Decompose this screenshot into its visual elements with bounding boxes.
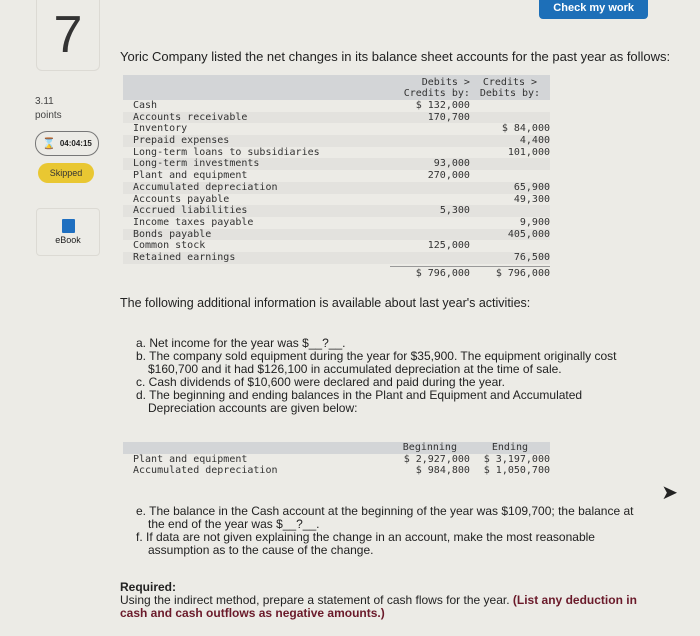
amount <box>390 217 470 229</box>
account-name: Common stock <box>133 240 206 252</box>
hourglass-icon: ⌛ <box>42 138 56 150</box>
account-name: Accounts payable <box>133 193 230 205</box>
table-row <box>123 135 550 147</box>
table-row <box>123 465 550 477</box>
points-label: points <box>35 110 62 121</box>
balance: $ 1,050,700 <box>483 465 550 477</box>
account-name: Accumulated depreciation <box>133 181 278 193</box>
table-row <box>123 112 550 124</box>
table-row <box>123 205 550 217</box>
total-credits: $ 796,000 <box>470 266 550 280</box>
status-badge: Skipped <box>38 163 94 183</box>
account-name: Prepaid expenses <box>133 135 230 147</box>
info-item-f: f. If data are not given explaining the change in an account, make the most reasonable assumption as to the cause of the change. <box>136 530 595 557</box>
amount <box>390 252 470 264</box>
amount: 9,900 <box>519 216 550 228</box>
amount: 93,000 <box>433 158 470 170</box>
required-text: Using the indirect method, prepare a statement of cash flows for the year. <box>120 593 510 607</box>
table-row <box>123 123 550 135</box>
table-row <box>123 100 550 112</box>
amount <box>390 123 470 135</box>
amount: 4,400 <box>519 135 550 147</box>
required-note: (List any deduction in cash and cash outflows as negative amounts.) <box>120 593 637 620</box>
info-item-d: d. The beginning and ending balances in the Plant and Equipment and Accumulated Depreciation accounts are given below: <box>136 388 583 415</box>
ebook-label: eBook <box>55 235 81 245</box>
account-name: Bonds payable <box>133 228 212 240</box>
amount <box>390 229 470 241</box>
plant-balances-table <box>123 442 550 477</box>
amount <box>390 194 470 206</box>
table-row <box>123 158 550 170</box>
amount: 170,700 <box>427 111 470 123</box>
net-changes-table <box>123 75 550 280</box>
balance: $ 2,927,000 <box>403 453 470 465</box>
account-name: Retained earnings <box>133 251 236 263</box>
amount <box>390 147 470 159</box>
table-header <box>123 75 550 100</box>
column-header: Debits > Credits by: <box>403 76 470 100</box>
account-name: Long-term investments <box>133 158 260 170</box>
table-row <box>123 217 550 229</box>
check-my-work-button[interactable]: Check my work <box>539 0 648 19</box>
amount: 49,300 <box>513 193 550 205</box>
additional-info-heading: The following additional information is available about last year's activities: <box>120 296 531 310</box>
amount <box>470 100 550 112</box>
account-name: Plant and equipment <box>133 453 248 465</box>
book-icon <box>62 219 75 233</box>
account-name: Income taxes payable <box>133 216 254 228</box>
info-item-c: c. Cash dividends of $10,600 were declared and paid during the year. <box>136 375 505 389</box>
amount: $ 132,000 <box>415 100 470 111</box>
account-name: Accumulated depreciation <box>133 465 278 477</box>
amount <box>470 170 550 182</box>
column-header <box>123 442 390 454</box>
column-header: Ending <box>491 442 529 453</box>
amount: 65,900 <box>513 181 550 193</box>
amount <box>470 205 550 217</box>
total-debits: $ 796,000 <box>390 266 470 280</box>
amount <box>470 240 550 252</box>
question-number: 7 <box>36 0 100 71</box>
info-item-b: b. The company sold equipment during the year for $35,900. The equipment originally cost $160,700 and it had $126,100 in accumulated depreciation at the time of sale. <box>136 349 617 376</box>
account-name: Accrued liabilities <box>133 205 248 217</box>
table-row <box>123 252 550 264</box>
required-label: Required: <box>120 580 177 594</box>
table-row <box>123 194 550 206</box>
column-header: Credits > Debits by: <box>479 76 541 100</box>
account-name: Cash <box>133 100 158 111</box>
info-item-a: a. Net income for the year was $__?__. <box>136 336 346 350</box>
table-row <box>123 240 550 252</box>
timer-value: 04:04:15 <box>59 139 92 148</box>
info-list-2 <box>136 505 636 557</box>
account-name: Long-term loans to subsidiaries <box>133 146 320 158</box>
table-row <box>123 454 550 466</box>
amount <box>470 112 550 124</box>
column-header: Beginning <box>402 442 457 453</box>
totals-row <box>123 266 550 280</box>
intro-text: Yoric Company listed the net changes in its balance sheet accounts for the past year as follows: <box>120 49 671 64</box>
ebook-button[interactable] <box>36 208 100 256</box>
balance: $ 984,800 <box>415 465 470 477</box>
amount: $ 84,000 <box>501 123 550 135</box>
amount: 76,500 <box>513 251 550 263</box>
table-row <box>123 170 550 182</box>
amount: 101,000 <box>507 146 550 158</box>
amount <box>470 158 550 170</box>
info-item-e: e. The balance in the Cash account at the beginning of the year was $109,700; the balance at the end of the year was $__?__. <box>136 504 634 531</box>
amount: 405,000 <box>507 228 550 240</box>
amount: 5,300 <box>439 205 470 217</box>
table-body <box>123 100 550 264</box>
points <box>35 95 62 123</box>
amount: 125,000 <box>427 240 470 252</box>
info-list-1 <box>136 337 636 415</box>
account-name: Accounts receivable <box>133 111 248 123</box>
account-name: Inventory <box>133 123 188 135</box>
timer <box>35 131 99 156</box>
amount <box>390 182 470 194</box>
cursor-icon: ➤ <box>661 482 678 504</box>
table-row <box>123 182 550 194</box>
table-header <box>123 442 550 454</box>
amount: 270,000 <box>427 170 470 182</box>
account-name: Plant and equipment <box>133 170 248 182</box>
amount <box>390 135 470 147</box>
balance: $ 3,197,000 <box>483 453 550 465</box>
points-value: 3.11 <box>35 96 54 107</box>
table-row <box>123 147 550 159</box>
totals-label <box>123 266 390 280</box>
table-row <box>123 229 550 241</box>
required-section <box>120 581 660 620</box>
